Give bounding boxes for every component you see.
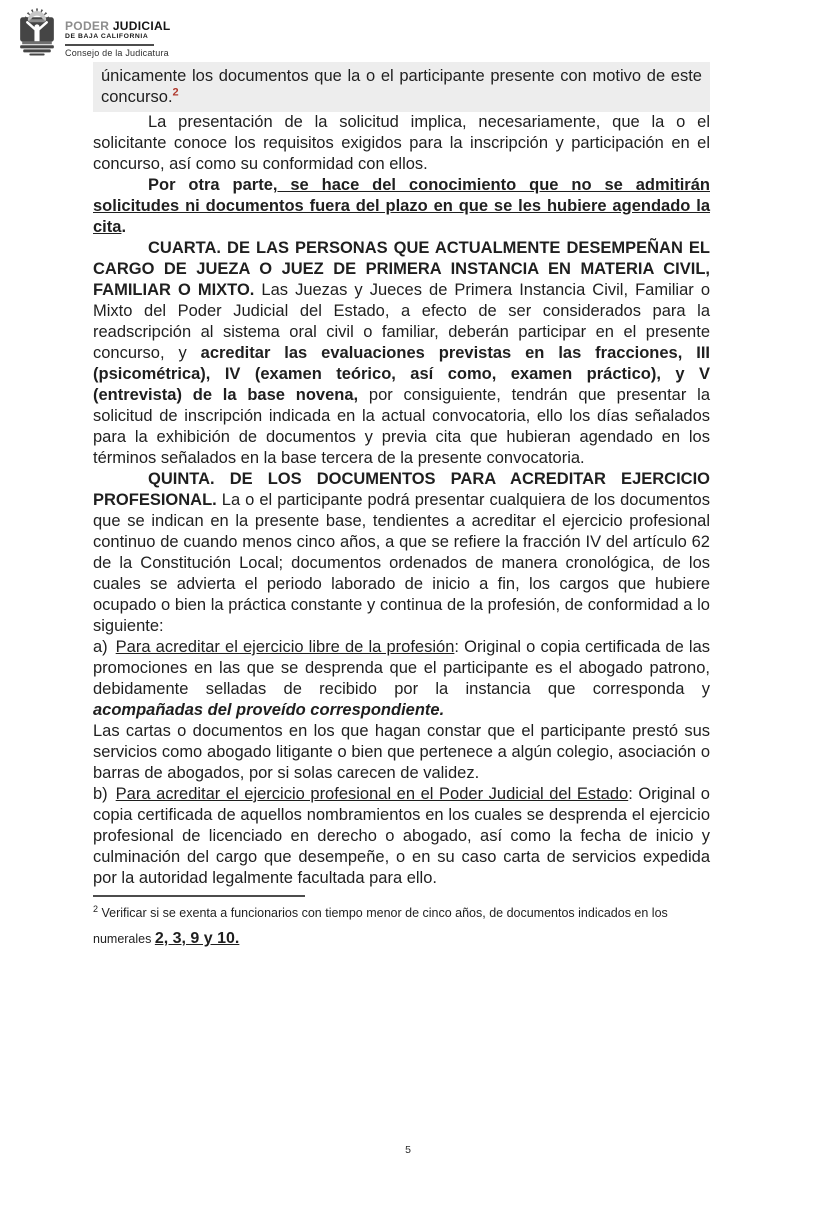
- cuarta-body-1: Las Juezas y Jueces de Primera Instancia Civil, Familiar o Mixto del Poder Judicial del Estado, a efecto de ser considerados para la readscripción al sistema oral civil o familiar, deberán participar en el presente concurso, y: [93, 281, 710, 362]
- logo-divider: [65, 44, 154, 46]
- item-a-body: : Original o copia certificada de las promociones en las que se desprenda que el participante es el abogado patrono, debidamente selladas de recibido por la instancia que corresponda y: [93, 638, 710, 698]
- paragraph-aviso: [93, 175, 710, 238]
- footnote-text: Verificar si se exenta a funcionarios con tiempo menor de cinco años, de documentos indicados en los numerales: [93, 906, 668, 946]
- document-body: [93, 62, 710, 952]
- list-item-b: [93, 784, 710, 889]
- cuarta-body-2: por consiguiente, tendrán que presentar la solicitud de inscripción indicada en la actual convocatoria, ello los días señalados para la exhibición de documentos y previa cita que hubieran agendado en los términos señalados en la base tercera de la presente convocatoria.: [93, 386, 710, 467]
- judicial-crest-icon: [14, 8, 60, 56]
- org-council: Consejo de la Judicatura: [65, 47, 169, 58]
- footnote-reference-2: 2: [172, 86, 179, 99]
- item-a-title: Para acreditar el ejercicio libre de la profesión: [115, 638, 455, 656]
- paragraph-base-quinta: [93, 469, 710, 637]
- org-name-judicial: JUDICIAL: [112, 19, 171, 33]
- item-b-label: b): [93, 785, 108, 803]
- footnote-emphasis: 2, 3, 9 y 10.: [154, 930, 240, 947]
- paragraph-solicitud: La presentación de la solicitud implica, necesariamente, que la o el solicitante conoce los requisitos exigidos para la inscripción y participación en el concurso, así como su conformidad con ellos.: [93, 113, 710, 173]
- aviso-underlined: se hace del conocimiento que no se admitirán solicitudes ni documentos fuera del plazo en que se les hubiere agendado la cita: [93, 176, 710, 236]
- cuarta-heading: CUARTA. DE LAS PERSONAS QUE ACTUALMENTE DESEMPEÑAN EL CARGO DE JUEZA O JUEZ DE PRIMERA INSTANCIA EN MATERIA CIVIL, FAMILIAR O MIXTO.: [93, 239, 710, 299]
- paragraph-base-cuarta: [93, 238, 710, 469]
- quinta-body: La o el participante podrá presentar cualquiera de los documentos que se indican en la presente base, tendientes a acreditar el ejercicio profesional continuo de cuando menos cinco años, a que se refiere la fracción IV del artículo 62 de la Constitución Local; documentos ordenados de manera cronológica, de los cuales se advierta el periodo laborado de inicio a fin, los cargos que hubiere ocupado o bien la práctica constante y continua de la profesión, de conformidad a lo siguiente:: [93, 491, 710, 635]
- page-number: 5: [405, 1144, 411, 1156]
- footnote: [93, 901, 710, 952]
- item-a-label: a): [93, 638, 108, 656]
- list-item-a: [93, 637, 710, 721]
- footnote-separator: [93, 895, 305, 897]
- item-a-emphasis: acompañadas del proveído correspondiente.: [93, 701, 445, 719]
- item-b-body: : Original o copia certificada de aquellos nombramientos en los cuales se desprenda el ejercicio profesional de licenciado en derecho o abogado, así como la fecha de inicio y culminación del cargo que desempeñe, o en su caso carta de servicios expedida por la autoridad legalmente facultada para ello.: [93, 785, 710, 887]
- org-name-poder: PODER: [65, 19, 110, 33]
- highlight-text: únicamente los documentos que la o el participante presente con motivo de este concurso.: [101, 67, 702, 106]
- quinta-heading: QUINTA. DE LOS DOCUMENTOS PARA ACREDITAR EJERCICIO PROFESIONAL.: [93, 470, 710, 509]
- document-header: [0, 0, 816, 62]
- aviso-lead: Por otra parte,: [148, 176, 278, 194]
- footnote-number: 2: [93, 903, 99, 914]
- aviso-tail: .: [121, 218, 127, 236]
- poder-judicial-logo: [14, 8, 171, 58]
- org-state: DE BAJA CALIFORNIA: [65, 33, 149, 40]
- paragraph-cartas: Las cartas o documentos en los que hagan constar que el participante prestó sus servicios como abogado litigante o bien que pertenece a algún colegio, asociación o barras de abogados, por si solas carecen de validez.: [93, 722, 710, 782]
- highlighted-paragraph: [93, 62, 710, 112]
- cuarta-body-bold: acreditar las evaluaciones previstas en las fracciones, III (psicométrica), IV (examen teórico, así como, examen práctico), y V (entrevista) de la base novena,: [93, 344, 710, 404]
- item-b-title: Para acreditar el ejercicio profesional en el Poder Judicial del Estado: [115, 785, 629, 803]
- org-name: [65, 20, 171, 32]
- logo-text-block: [65, 8, 171, 58]
